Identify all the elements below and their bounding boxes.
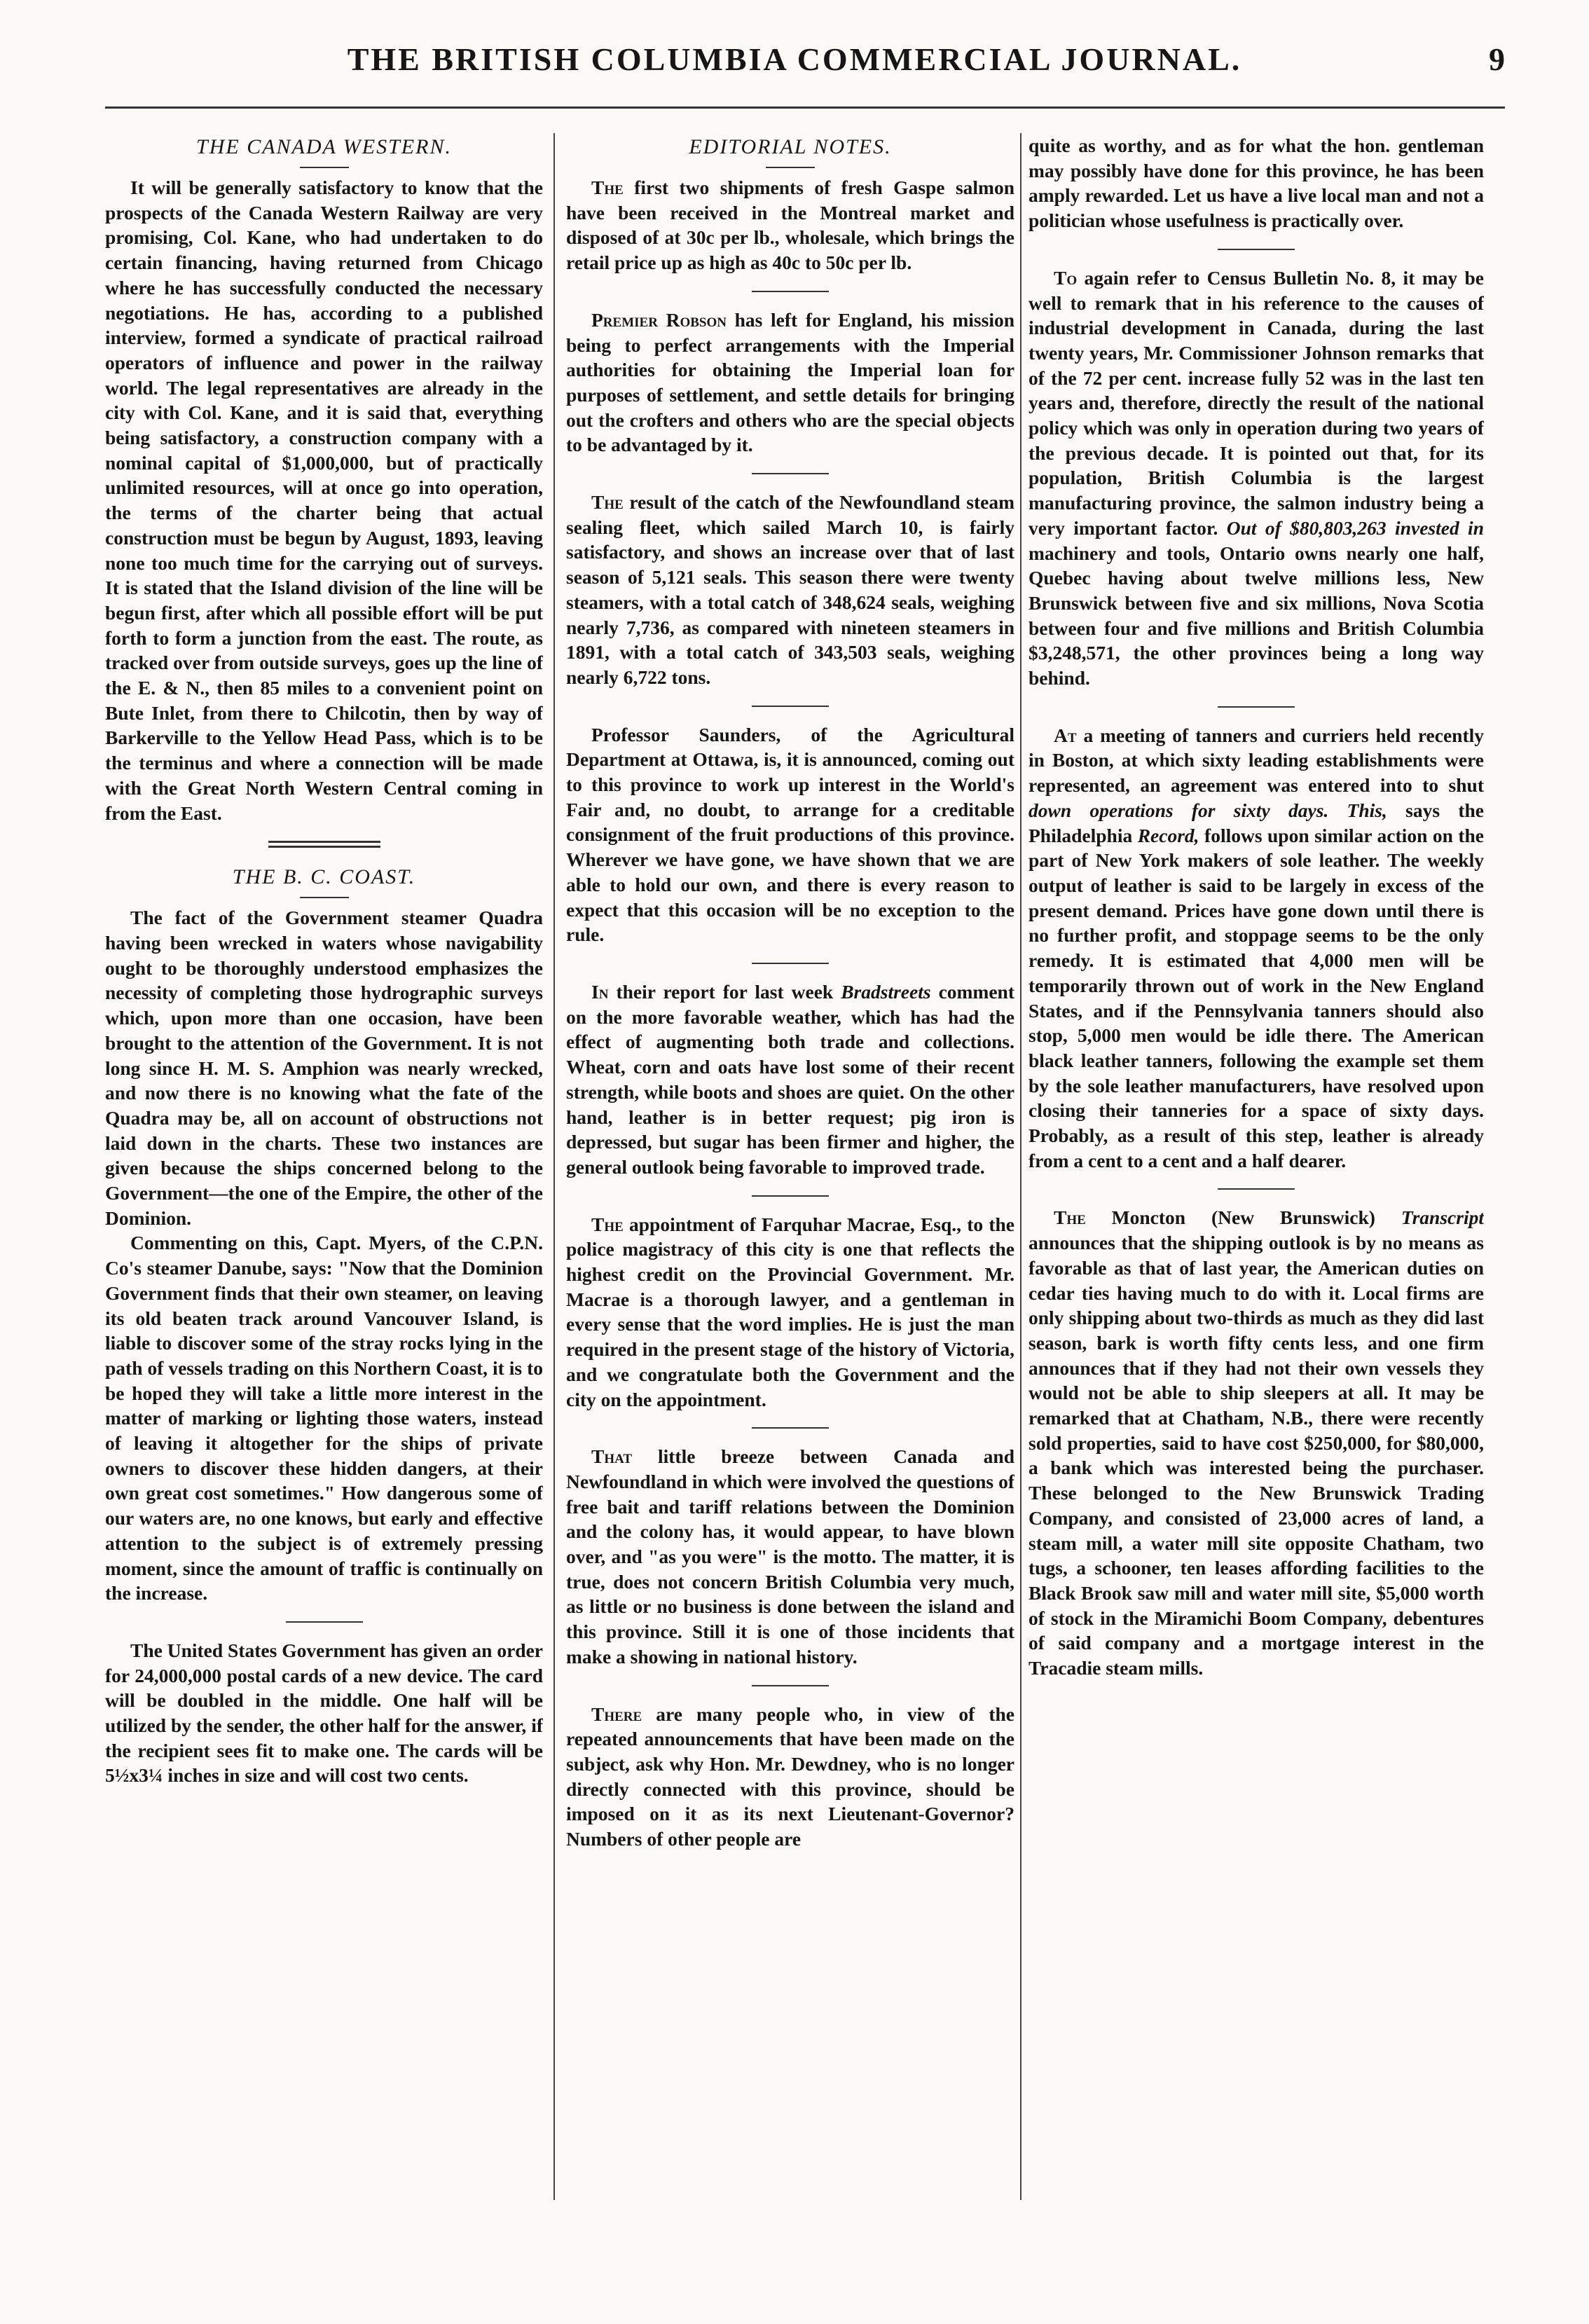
column-middle [566, 133, 1014, 2263]
section-title-editorial: EDITORIAL NOTES. [689, 135, 892, 158]
lead-word: In [591, 980, 609, 1003]
article-canada-western: It will be generally satisfactory to know that the prospects of the Canada Western Railway are very promising, Col. Kane, who had undertaken to do certain financing, having returned from Chicago where he has successfully conducted the necessary negotiations. He has, according to a published interview, formed a syndicate of practical railroad operators of influence and power in the railway world. The legal representatives are already in the city with Col. Kane, and it is said that, everything being satisfactory, a construction company with a nominal capital of $1,000,000, but of practically unlimited resources, will at once go into operation, the terms of the charter being that actual construction must be begun by August, 1893, leaving none too much time for the carrying out of surveys. It is stated that the Island division of the line will be begun first, after which all possible effort will be put forth to form a junction from the east. The route, as tracked over from outside surveys, goes up the line of the E. & N., then 85 miles to a convenient point on Bute Inlet, from there to Chilcotin, then by way of Barkerville to the Yellow Head Pass, which is to be the terminus and where a connection will be made with the Great North Western Central coming in from the East. [105, 177, 543, 824]
header-rule [105, 106, 1505, 109]
item-divider [752, 963, 829, 964]
note-saunders: Professor Saunders, of the Agricultural Department at Ottawa, is, it is announced, coming out to this province to work up interest in the World's Fair and, no doubt, to arrange for a creditable consignment of the fruit productions of this province. Wherever we have gone, we have shown that we are able to hold our own, and there is every reason to expect that this occasion will be no exception to the rule. [566, 723, 1014, 946]
title-rule [766, 167, 815, 168]
item-divider [752, 291, 829, 292]
item-divider [752, 1685, 829, 1686]
item-divider [752, 1427, 829, 1429]
item-divider [286, 1621, 363, 1623]
lead-word: The [591, 491, 624, 514]
column-left [105, 133, 543, 2263]
note-robson: Premier Robson has left for England, his mission being to perfect arrangements with the Imperial authorities for obtaining the Imperial loan for purposes of settlement, and settle details for bringing out the crofters and others who are the special objects to be advantaged by it. [566, 308, 1014, 456]
article-bc-coast-p2: Commenting on this, Capt. Myers, of the C.P.N. Co's steamer Danube, says: "Now that the Dominion Government finds that their own steamer, on leaving its old beaten track around Vancouver Island, is liable to discover some of the stray rocks lying in the path of vessels trading on this Northern Coast, it is to be hoped they will take a little more interest in the matter of marking or lighting those waters, instead of leaving it altogether for the ships of private owners to discover these hidden dangers, at their own great cost sometimes." How dangerous some of our waters are, no one knows, but early and effective attention to the subject is of extremely pressing moment, since the amount of traffic is continually on the increase. [105, 1232, 543, 1604]
lead-word: The [591, 177, 624, 198]
journal-title: THE BRITISH COLUMBIA COMMERCIAL JOURNAL. [347, 41, 1242, 77]
section-title-canada-western: THE CANADA WESTERN. [196, 135, 452, 158]
note-dewdney: There are many people who, in view of the repeated announcements that have been made on the subject, ask why Hon. Mr. Dewdney, who is no longer directly connected with this province, should be imposed on it as its next Lieutenant-Governor? Numbers of other people are [566, 1703, 1014, 1850]
lead-word: To [1054, 266, 1078, 289]
lead-word: The [1054, 1206, 1086, 1229]
title-rule [300, 167, 349, 168]
column-right [1029, 133, 1484, 2263]
note-census: To again refer to Census Bulletin No. 8, it may be well to remark that in his reference to the causes of industrial development in Canada, during the last twenty years, Mr. Commissioner Johnson remarks that of the 72 per cent. increase fully 52 was in the last ten years and, therefore, directly the result of the national policy which was only in operation during two years of the previous decade. It is pointed out that, for its population, British Columbia is the largest manufacturing province, the salmon industry being a very important factor. Out of $80,803,263 invested in machinery and tools, Ontario owns nearly one half, Quebec having about twelve millions less, New Brunswick between five and six millions, Nova Scotia between four and five millions and British Columbia $3,248,571, the other provinces being a long way behind. [1029, 266, 1484, 689]
lead-word: There [591, 1703, 642, 1725]
title-rule [300, 897, 349, 898]
item-divider [1218, 706, 1295, 708]
lead-word: That [591, 1445, 633, 1468]
lead-word: At [1054, 724, 1077, 746]
article-postal-cards: The United States Government has given an order for 24,000,000 postal cards of a new device. The card will be doubled in the middle. One half will be utilized by the sender, the other half for the answer, if the recipient sees fit to make one. The cards will be 5½x3¼ inches in size and will cost two cents. [105, 1639, 543, 1787]
note-dewdney-continued: quite as worthy, and as for what the hon. gentleman may possibly have done for this province, he has been amply rewarded. Let us have a live local man and not a politician whose usefulness is practically over. [1029, 135, 1484, 232]
section-divider [268, 841, 380, 848]
item-divider [752, 1195, 829, 1197]
note-seals: The result of the catch of the Newfoundland steam sealing fleet, which sailed March 10, is fairly satisfactory, and shows an increase over that of last season of 5,121 seals. This season there were twenty steamers, with a total catch of 348,624 seals, weighing nearly 7,736, as compared with nineteen steamers in 1891, with a total catch of 343,503 seals, weighing nearly 6,722 tons. [566, 491, 1014, 688]
lead-word: Premier Robson [591, 308, 727, 331]
section-title-bc-coast: THE B. C. COAST. [232, 865, 416, 889]
item-divider [1218, 249, 1295, 250]
note-tanners: At a meeting of tanners and curriers held recently in Boston, at which sixty leading establishments were represented, an agreement was entered into to shut down operations for sixty days. This, says the Philadelphia Record, follows upon similar action on the part of New York makers of sole leather. The weekly output of leather is said to be largely in excess of the present demand. Prices have gone down until there is no further profit, and stoppage seems to be the only remedy. It is estimated that 4,000 men will be temporarily thrown out of work in the New England States, and if the Pennsylvania tanners should also stop, 5,000 men would be idle there. The American black leather tanners, following the example set them by the sole leather manufacturers, have resolved upon closing their tanneries for a space of sixty days. Probably, as a result of this step, leather is already from a cent to a cent and a half dearer. [1029, 724, 1484, 1171]
page-header [84, 41, 1505, 83]
item-divider [752, 706, 829, 707]
item-divider [752, 473, 829, 474]
note-salmon: The first two shipments of fresh Gaspe salmon have been received in the Montreal market and disposed of at 30c per lb., wholesale, which brings the retail price up as high as 40c to 50c per lb. [566, 177, 1014, 274]
page-number: 9 [1489, 41, 1505, 77]
article-bc-coast-p1: The fact of the Government steamer Quadra having been wrecked in waters whose navigability ought to be thoroughly understood emphasizes the necessity of completing those hydrographic surveys which, upon more than one occasion, have been brought to the attention of the Government. It is not long since H. M. S. Amphion was nearly wrecked, and now there is no knowing what the fate of the Quadra may be, all on account of obstructions not laid down in the charts. These two instances are given because the ships concerned belong to the Government—the one of the Empire, the other of the Dominion. [105, 907, 543, 1229]
note-moncton: The Moncton (New Brunswick) Transcript announces that the shipping outlook is by no means as favorable as that of last year, the American duties on cedar ties having much to do with it. Local firms are only shipping about two-thirds as much as they did last season, bark is worth fifty cents less, and one firm announces that if they had not their own vessels they would not be able to ship sleepers at all. It may be remarked that at Chatham, N.B., there were recently sold properties, said to have cost $250,000, for $80,000, a bank which was interested being the purchaser. These belonged to the New Brunswick Trading Company, and consisted of 23,000 acres of land, a steam mill, a water mill site opposite Chatham, two tugs, a schooner, ten leases affording facilities to the Black Brook saw mill and water mill site, $5,000 worth of stock in the Miramichi Boom Company, debentures of said company and a mortgage interest in the Tracadie steam mills. [1029, 1206, 1484, 1679]
note-bradstreets: In their report for last week Bradstreets comment on the more favorable weather, which has had the effect of augmenting both trade and collections. Wheat, corn and oats have lost some of their recent strength, while boots and shoes are quiet. On the other hand, leather is in better request; pig iron is depressed, but sugar has been firmer and higher, the general outlook being favorable to improved trade. [566, 980, 1014, 1178]
lead-word: The [591, 1213, 624, 1235]
note-macrae: The appointment of Farquhar Macrae, Esq., to the police magistracy of this city is one that reflects the highest credit on the Provincial Government. Mr. Macrae is a thorough lawyer, and a gentleman in every sense that the word implies. He is just the man required in the present stage of the history of Victoria, and we congratulate both the Government and the city on the appointment. [566, 1213, 1014, 1410]
note-breeze: That little breeze between Canada and Newfoundland in which were involved the questions of free bait and tariff relations between the Dominion and the colony has, it would appear, to have blown over, and "as you were" is the motto. The matter, it is true, does not concern British Columbia very much, as little or no business is done between the island and this province. Still it is one of those incidents that make a showing in national history. [566, 1445, 1014, 1668]
column-divider [553, 133, 555, 2200]
item-divider [1218, 1188, 1295, 1190]
column-divider [1020, 133, 1022, 2200]
